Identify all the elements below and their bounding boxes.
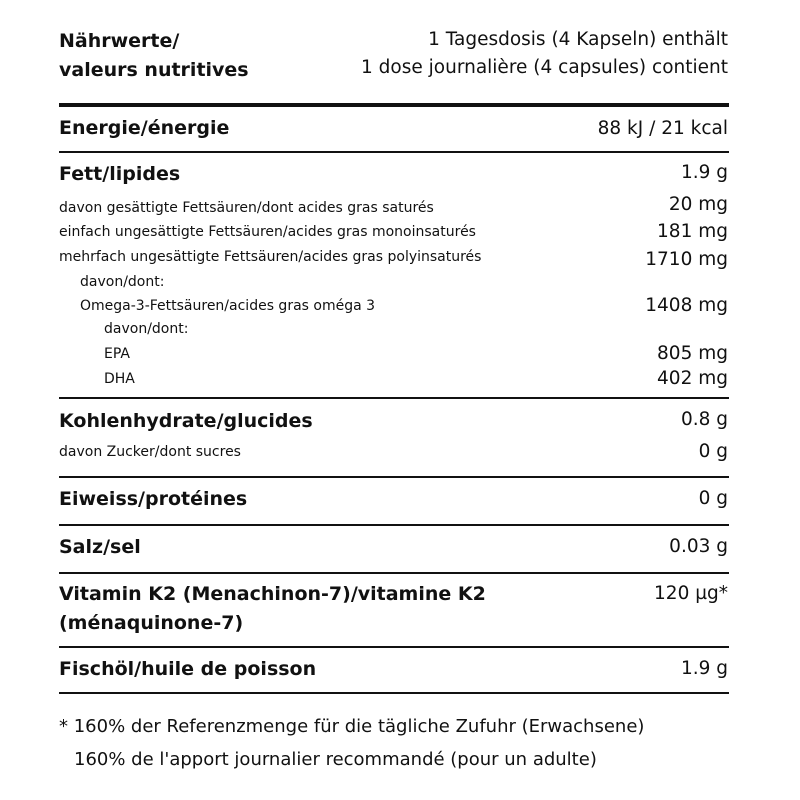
- fish-oil-value: 1.9 g: [680, 658, 728, 679]
- header-divider: [59, 103, 729, 107]
- fat-value: 1.9 g: [680, 162, 728, 183]
- row-divider: [59, 524, 729, 526]
- fish-oil-label: Fischöl/huile de poisson: [59, 658, 317, 680]
- row-divider: [59, 476, 729, 478]
- fat-label: Fett/lipides: [59, 163, 181, 185]
- omega3-label: Omega-3-Fettsäuren/acides gras oméga 3: [80, 298, 376, 314]
- polyunsaturated-fat-label: mehrfach ungesättigte Fettsäuren/acides gras polyinsaturés: [59, 249, 482, 265]
- salt-label: Salz/sel: [59, 536, 141, 558]
- header-title-de: Nährwerte/: [59, 30, 180, 52]
- protein-value: 0 g: [698, 488, 728, 509]
- omega3-value: 1408 mg: [645, 295, 728, 316]
- row-divider: [59, 151, 729, 153]
- serving-size-fr: 1 dose journalière (4 capsules) contient: [361, 57, 728, 78]
- vitamin-k2-label-line1: Vitamin K2 (Menachinon-7)/vitamine K2: [59, 583, 486, 605]
- sugar-label: davon Zucker/dont sucres: [59, 444, 241, 460]
- row-divider: [59, 397, 729, 399]
- energy-label: Energie/énergie: [59, 117, 230, 139]
- monounsaturated-fat-label: einfach ungesättigte Fettsäuren/acides gras monoinsaturés: [59, 224, 476, 240]
- dha-value: 402 mg: [657, 368, 728, 389]
- epa-value: 805 mg: [657, 343, 728, 364]
- salt-value: 0.03 g: [669, 536, 728, 557]
- monounsaturated-fat-value: 181 mg: [657, 221, 728, 242]
- table-bottom-divider: [59, 692, 729, 694]
- carbohydrates-label: Kohlenhydrate/glucides: [59, 410, 313, 432]
- polyunsaturated-of-label: davon/dont:: [80, 274, 165, 290]
- saturated-fat-value: 20 mg: [668, 194, 728, 215]
- protein-label: Eiweiss/protéines: [59, 488, 248, 510]
- row-divider: [59, 646, 729, 648]
- serving-size-de: 1 Tagesdosis (4 Kapseln) enthält: [428, 29, 728, 50]
- header-title-fr: valeurs nutritives: [59, 59, 249, 81]
- footnote-de: * 160% der Referenzmenge für die tägliche Zufuhr (Erwachsene): [59, 716, 645, 737]
- polyunsaturated-fat-value: 1710 mg: [645, 249, 728, 270]
- sugar-value: 0 g: [698, 441, 728, 462]
- vitamin-k2-label-line2: (ménaquinone-7): [59, 612, 244, 634]
- row-divider: [59, 572, 729, 574]
- energy-value: 88 kJ / 21 kcal: [597, 118, 728, 139]
- carbohydrates-value: 0.8 g: [680, 409, 728, 430]
- footnote-fr: 160% de l'apport journalier recommandé (pour un adulte): [74, 749, 597, 770]
- omega3-of-label: davon/dont:: [104, 321, 189, 337]
- epa-label: EPA: [104, 346, 130, 362]
- saturated-fat-label: davon gesättigte Fettsäuren/dont acides gras saturés: [59, 200, 434, 216]
- vitamin-k2-value: 120 µg*: [654, 583, 728, 604]
- dha-label: DHA: [104, 371, 135, 387]
